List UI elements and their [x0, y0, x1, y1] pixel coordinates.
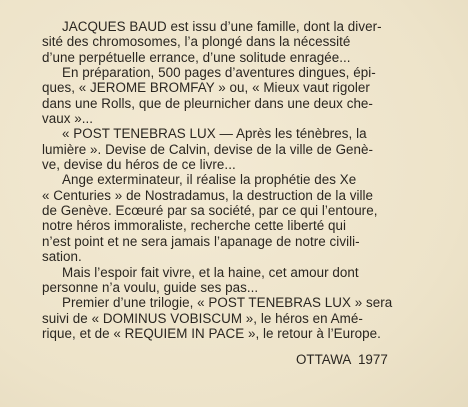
text-line: n’est point et ne sera jamais l’apanage de notre civili- [42, 233, 360, 249]
text-line: Premier d’une trilogie, « POST TENEBRAS LUX » sera [62, 295, 393, 311]
text-line: ve, devise du héros de ce livre... [42, 157, 236, 173]
text-line: ques, « JEROME BROMFAY » ou, « Mieux vaut rigoler [42, 80, 370, 96]
paragraph-preparation [42, 65, 454, 126]
text-line: personne n’a voulu, guide ses pas... [42, 279, 259, 295]
text-line: sité des chromosomes, l’a plongé dans la nécessité [42, 34, 351, 50]
text-line: vaux »... [42, 111, 94, 127]
text-line: Ange exterminateur, il réalise la prophétie des Xe [62, 172, 357, 188]
text-line: de Genève. Ecœuré par sa société, par ce qui l’entoure, [42, 203, 378, 219]
paragraph-author-intro [42, 19, 454, 65]
place-date-signature: OTTAWA 1977 [296, 352, 388, 367]
text-line: Mais l’espoir fait vivre, et la haine, cet amour dont [62, 264, 359, 280]
text-line: JACQUES BAUD est issu d’une famille, dont la diver- [62, 19, 382, 34]
text-line: notre héros immoraliste, recherche cette liberté qui [42, 218, 347, 234]
text-line: « Centuries » de Nostradamus, la destruction de la ville [42, 187, 374, 203]
paragraph-trilogy [42, 295, 454, 341]
text-line: sation. [42, 249, 82, 265]
text-line: lumière ». Devise de Calvin, devise de la ville de Genè- [42, 141, 374, 157]
text-line: En préparation, 500 pages d’aventures dingues, épi- [62, 65, 376, 81]
text-line: suivi de « DOMINUS VOBISCUM », le héros en Amé- [42, 310, 363, 326]
paragraph-title-motto [42, 126, 454, 172]
text-line: d’une perpétuelle errance, d’une solitude enragée... [42, 49, 351, 65]
text-line: dans une Rolls, que de pleurnicher dans une deux che- [42, 95, 373, 111]
text-line: rique, et de « REQUIEM IN PACE », le retour à l’Europe. [42, 325, 381, 341]
text-line: « POST TENEBRAS LUX — Après les ténèbres, la [62, 126, 367, 142]
paragraph-hope [42, 265, 454, 296]
blurb-text [42, 19, 454, 341]
paragraph-exterminator [42, 172, 454, 264]
